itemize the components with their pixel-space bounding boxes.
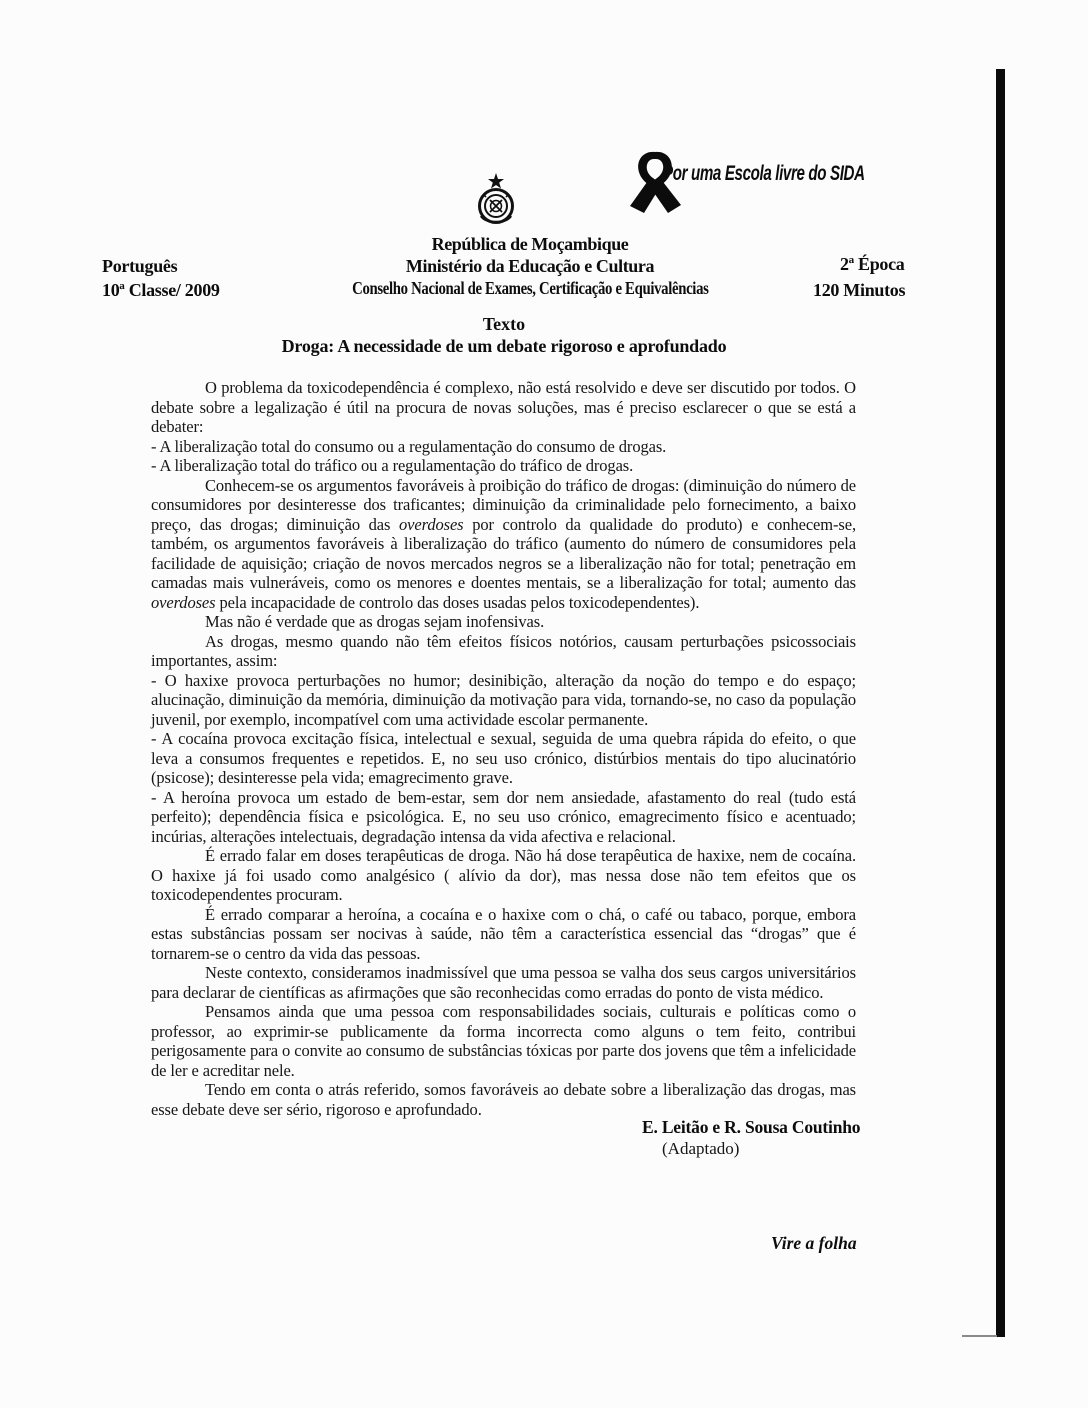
adapted-note: (Adaptado) — [662, 1139, 740, 1158]
drug-cocaina-paragraph: - A cocaína provoca excitação física, intelectual e sexual, seguida de uma quebra rápida do efeito, o que leva a consumos frequentes e repetidos. E, no seu uso crónico, distúrbios mentais do tipo alucinatório (psicose); desinteresse pela vida; emagrecimento grave. — [151, 729, 856, 787]
ribbon-slogan: Por uma Escola livre do SIDA — [663, 162, 865, 185]
doses-paragraph: É errado falar em doses terapêuticas de droga. Não há dose terapêutica de haxixe, nem de cocaína. O haxixe já foi usado como analgésico ( alívio da dor), mas nessa dose não tem efeitos que os toxicodependentes procuram. — [151, 846, 856, 904]
mozambique-emblem-icon — [474, 172, 518, 230]
scan-edge-line — [996, 69, 1005, 1337]
efeitos-paragraph: As drogas, mesmo quando não têm efeitos físicos notórios, causam perturbações psicossociais importantes, assim: — [151, 631, 856, 670]
contexto-paragraph: Neste contexto, consideramos inadmissível que uma pessoa se valha dos seus cargos universitários para declarar de científicas as afirmações que são reconhecidas como erradas do ponto de vista médico. — [151, 963, 856, 1002]
drug-haxixe-paragraph: - O haxixe provoca perturbações no humor; desinibição, alteração da noção do tempo e do espaço; alucinação, diminuição da memória, diminuição da motivação para vida, tornando-se, no caso da população juvenil, por exemplo, incompatível com uma actividade escolar permanente. — [151, 670, 856, 729]
epoch-label: 2ª Época — [840, 254, 905, 274]
section-label: Texto — [482, 314, 526, 334]
republic-line: República de Moçambique — [431, 234, 629, 254]
duration-label: 120 Minutos — [813, 280, 906, 300]
class-year-label: 10ª Classe/ 2009 — [102, 280, 220, 300]
drug-heroina-paragraph: - A heroína provoca um estado de bem-estar, sem dor nem ansiedade, afastamento do real (tudo está perfeito); dependência física e psicológica. E, no seu uso crónico, emagrecimento físico e acentuado; incúrias, alterações intelectuais, degradação intensa da vida afectiva e relacional. — [151, 787, 856, 846]
page-title: Droga: A necessidade de um debate rigoroso e aprofundado — [281, 336, 727, 356]
intro-paragraph: O problema da toxicodependência é complexo, não está resolvido e deve ser discutido por todos. O debate sobre a legalização é útil na procura de novas soluções, mas é preciso esclarecer o que se está a debater: — [151, 378, 856, 436]
exam-text-body — [151, 378, 856, 1119]
professor-paragraph: Pensamos ainda que uma pessoa com responsabilidades sociais, culturais e políticas como o professor, ao exprimir-se publicamente da forma incorrecta como alguns o tem feito, contribui perigosamente para o convite ao consumo de substâncias tóxicas por parte dos jovens que têm a infelicidade de ler e acreditar nele. — [151, 1002, 856, 1080]
ministry-line: Ministério da Educação e Cultura — [405, 256, 655, 276]
comparar-paragraph: É errado comparar a heroína, a cocaína e o haxixe com o chá, o café ou tabaco, porque, embora estas substâncias possam ser nocivas à saúde, não têm a característica essencial das “drogas” que é tornarem-se o centro da vida das pessoas. — [151, 904, 856, 963]
subject-label: Português — [102, 256, 178, 276]
inofensivas-paragraph: Mas não é verdade que as drogas sejam inofensivas. — [205, 612, 545, 631]
conclusao-paragraph: Tendo em conta o atrás referido, somos favoráveis ao debate sobre a liberalização das drogas, mas esse debate deve ser sério, rigoroso e aprofundado. — [151, 1080, 856, 1119]
authors-signature: E. Leitão e R. Sousa Coutinho — [642, 1117, 861, 1137]
scan-edge-tick — [962, 1335, 997, 1337]
bullet-trafico: - A liberalização total do tráfico ou a regulamentação do tráfico de drogas. — [151, 456, 634, 475]
council-line: Conselho Nacional de Exames, Certificação e Equivalências — [351, 278, 709, 298]
header-center-block — [270, 233, 790, 299]
arguments-paragraph: Conhecem-se os argumentos favoráveis à proibição do tráfico de drogas: (diminuição do número de consumidores por desinteresse dos traficantes; diminuição da criminalidade pelo fornecimento, a baixo preço, das drogas; diminuição das overdoses por controlo da qualidade do produto) e conhecem-se, também, os argumentos favoráveis à liberalização do tráfico (aumento do número de consumidores pela facilidade de aquisição; criação de novos mercados negros se a liberalização não for total; penetração em camadas mais vulneráveis, como os menores e doentes mentais, se a liberalização for total; aumento das overdoses pela incapacidade de controlo das doses usadas pelos toxicodependentes). — [151, 475, 856, 612]
bullet-consumo: - A liberalização total do consumo ou a regulamentação do consumo de drogas. — [151, 436, 667, 456]
turn-page-note: Vire a folha — [771, 1233, 857, 1253]
